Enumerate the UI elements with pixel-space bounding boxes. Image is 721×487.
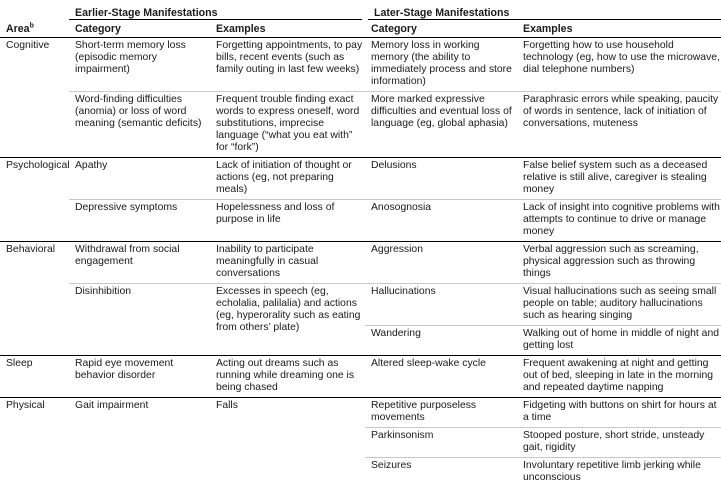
later-examples-cell: Involuntary repetitive limb jerking while unconscious [517,458,721,487]
area-footnote-marker: b [30,22,34,29]
earlier-category-cell: Disinhibition [69,284,210,356]
later-category-cell: Hallucinations [365,284,517,326]
later-examples-cell: Lack of insight into cognitive problems with attempts to continue to drive or manage money [517,200,721,242]
earlier-category-cell: Apathy [69,158,210,200]
later-examples-cell: Verbal aggression such as screaming, physical aggression such as throwing things [517,242,721,284]
earlier-examples-cell: Lack of initiation of thought or actions (eg, not preparing meals) [210,158,365,200]
earlier-examples-cell: Hopelessness and loss of purpose in life [210,200,365,242]
later-category-cell: Memory loss in working memory (the ability to immediately process and store information) [365,38,517,92]
later-examples-cell: Visual hallucinations such as seeing small people on table; auditory hallucinations such as hearing singing [517,284,721,326]
earlier-examples-cell: Acting out dreams such as running while dreaming one is being chased [210,356,365,398]
earlier-category-cell: Short-term memory loss (episodic memory impairment) [69,38,210,92]
later-examples-header: Examples [517,20,721,38]
later-examples-cell: Walking out of home in middle of night and getting lost [517,326,721,356]
table-row [0,92,721,158]
later-category-cell: Anosognosia [365,200,517,242]
later-examples-cell: Paraphrasic errors while speaking, paucity of words in sentence, lack of initiation of conversations, muteness [517,92,721,158]
table-row [0,158,721,200]
earlier-stage-group-header: Earlier-Stage Manifestations [69,0,365,20]
area-cell-cognitive: Cognitive [0,38,69,158]
later-category-cell: Repetitive purposeless movements [365,398,517,428]
later-examples-cell: Fidgeting with buttons on shirt for hours at a time [517,398,721,428]
earlier-category-cell: Gait impairment [69,398,210,487]
later-category-cell: Parkinsonism [365,428,517,458]
earlier-category-cell: Rapid eye movement behavior disorder [69,356,210,398]
later-category-cell: Altered sleep-wake cycle [365,356,517,398]
earlier-category-header: Category [69,20,210,38]
table-row [0,38,721,92]
table-row [0,398,721,428]
later-category-cell: Aggression [365,242,517,284]
earlier-examples-header: Examples [210,20,365,38]
later-category-header: Category [365,20,517,38]
later-examples-cell: Stooped posture, short stride, unsteady gait, rigidity [517,428,721,458]
area-cell-behavioral: Behavioral [0,242,69,356]
earlier-category-cell: Withdrawal from social engagement [69,242,210,284]
earlier-examples-cell: Falls [210,398,365,487]
later-category-cell: Delusions [365,158,517,200]
area-cell-sleep: Sleep [0,356,69,398]
later-category-cell: Seizures [365,458,517,487]
earlier-examples-cell: Inability to participate meaningfully in casual conversations [210,242,365,284]
table-row [0,356,721,398]
later-examples-cell: False belief system such as a deceased relative is still alive, caregiver is stealing money [517,158,721,200]
later-category-cell: Wandering [365,326,517,356]
later-examples-cell: Forgetting how to use household technology (eg, how to use the microwave, dial telephone numbers) [517,38,721,92]
earlier-category-cell: Depressive symptoms [69,200,210,242]
later-stage-group-header: Later-Stage Manifestations [365,0,721,20]
earlier-examples-cell: Forgetting appointments, to pay bills, recent events (such as family outing in last few weeks) [210,38,365,92]
later-examples-cell: Frequent awakening at night and getting out of bed, sleeping in late in the morning and repeated daytime napping [517,356,721,398]
table-row [0,200,721,242]
table-row [0,284,721,326]
earlier-examples-cell: Frequent trouble finding exact words to express oneself, word substitutions, imprecise language (“what you eat with” for “fork”) [210,92,365,158]
table-row [0,242,721,284]
later-category-cell: More marked expressive difficulties and eventual loss of language (eg, global aphasia) [365,92,517,158]
area-cell-psychological: Psychological [0,158,69,242]
earlier-examples-cell: Excesses in speech (eg, echolalia, palilalia) and actions (eg, hyperorality such as eating from others’ plate) [210,284,365,356]
earlier-category-cell: Word-finding difficulties (anomia) or loss of word meaning (semantic deficits) [69,92,210,158]
area-column-header: Area$^b$ [0,20,69,38]
area-cell-physical: Physical [0,398,69,487]
